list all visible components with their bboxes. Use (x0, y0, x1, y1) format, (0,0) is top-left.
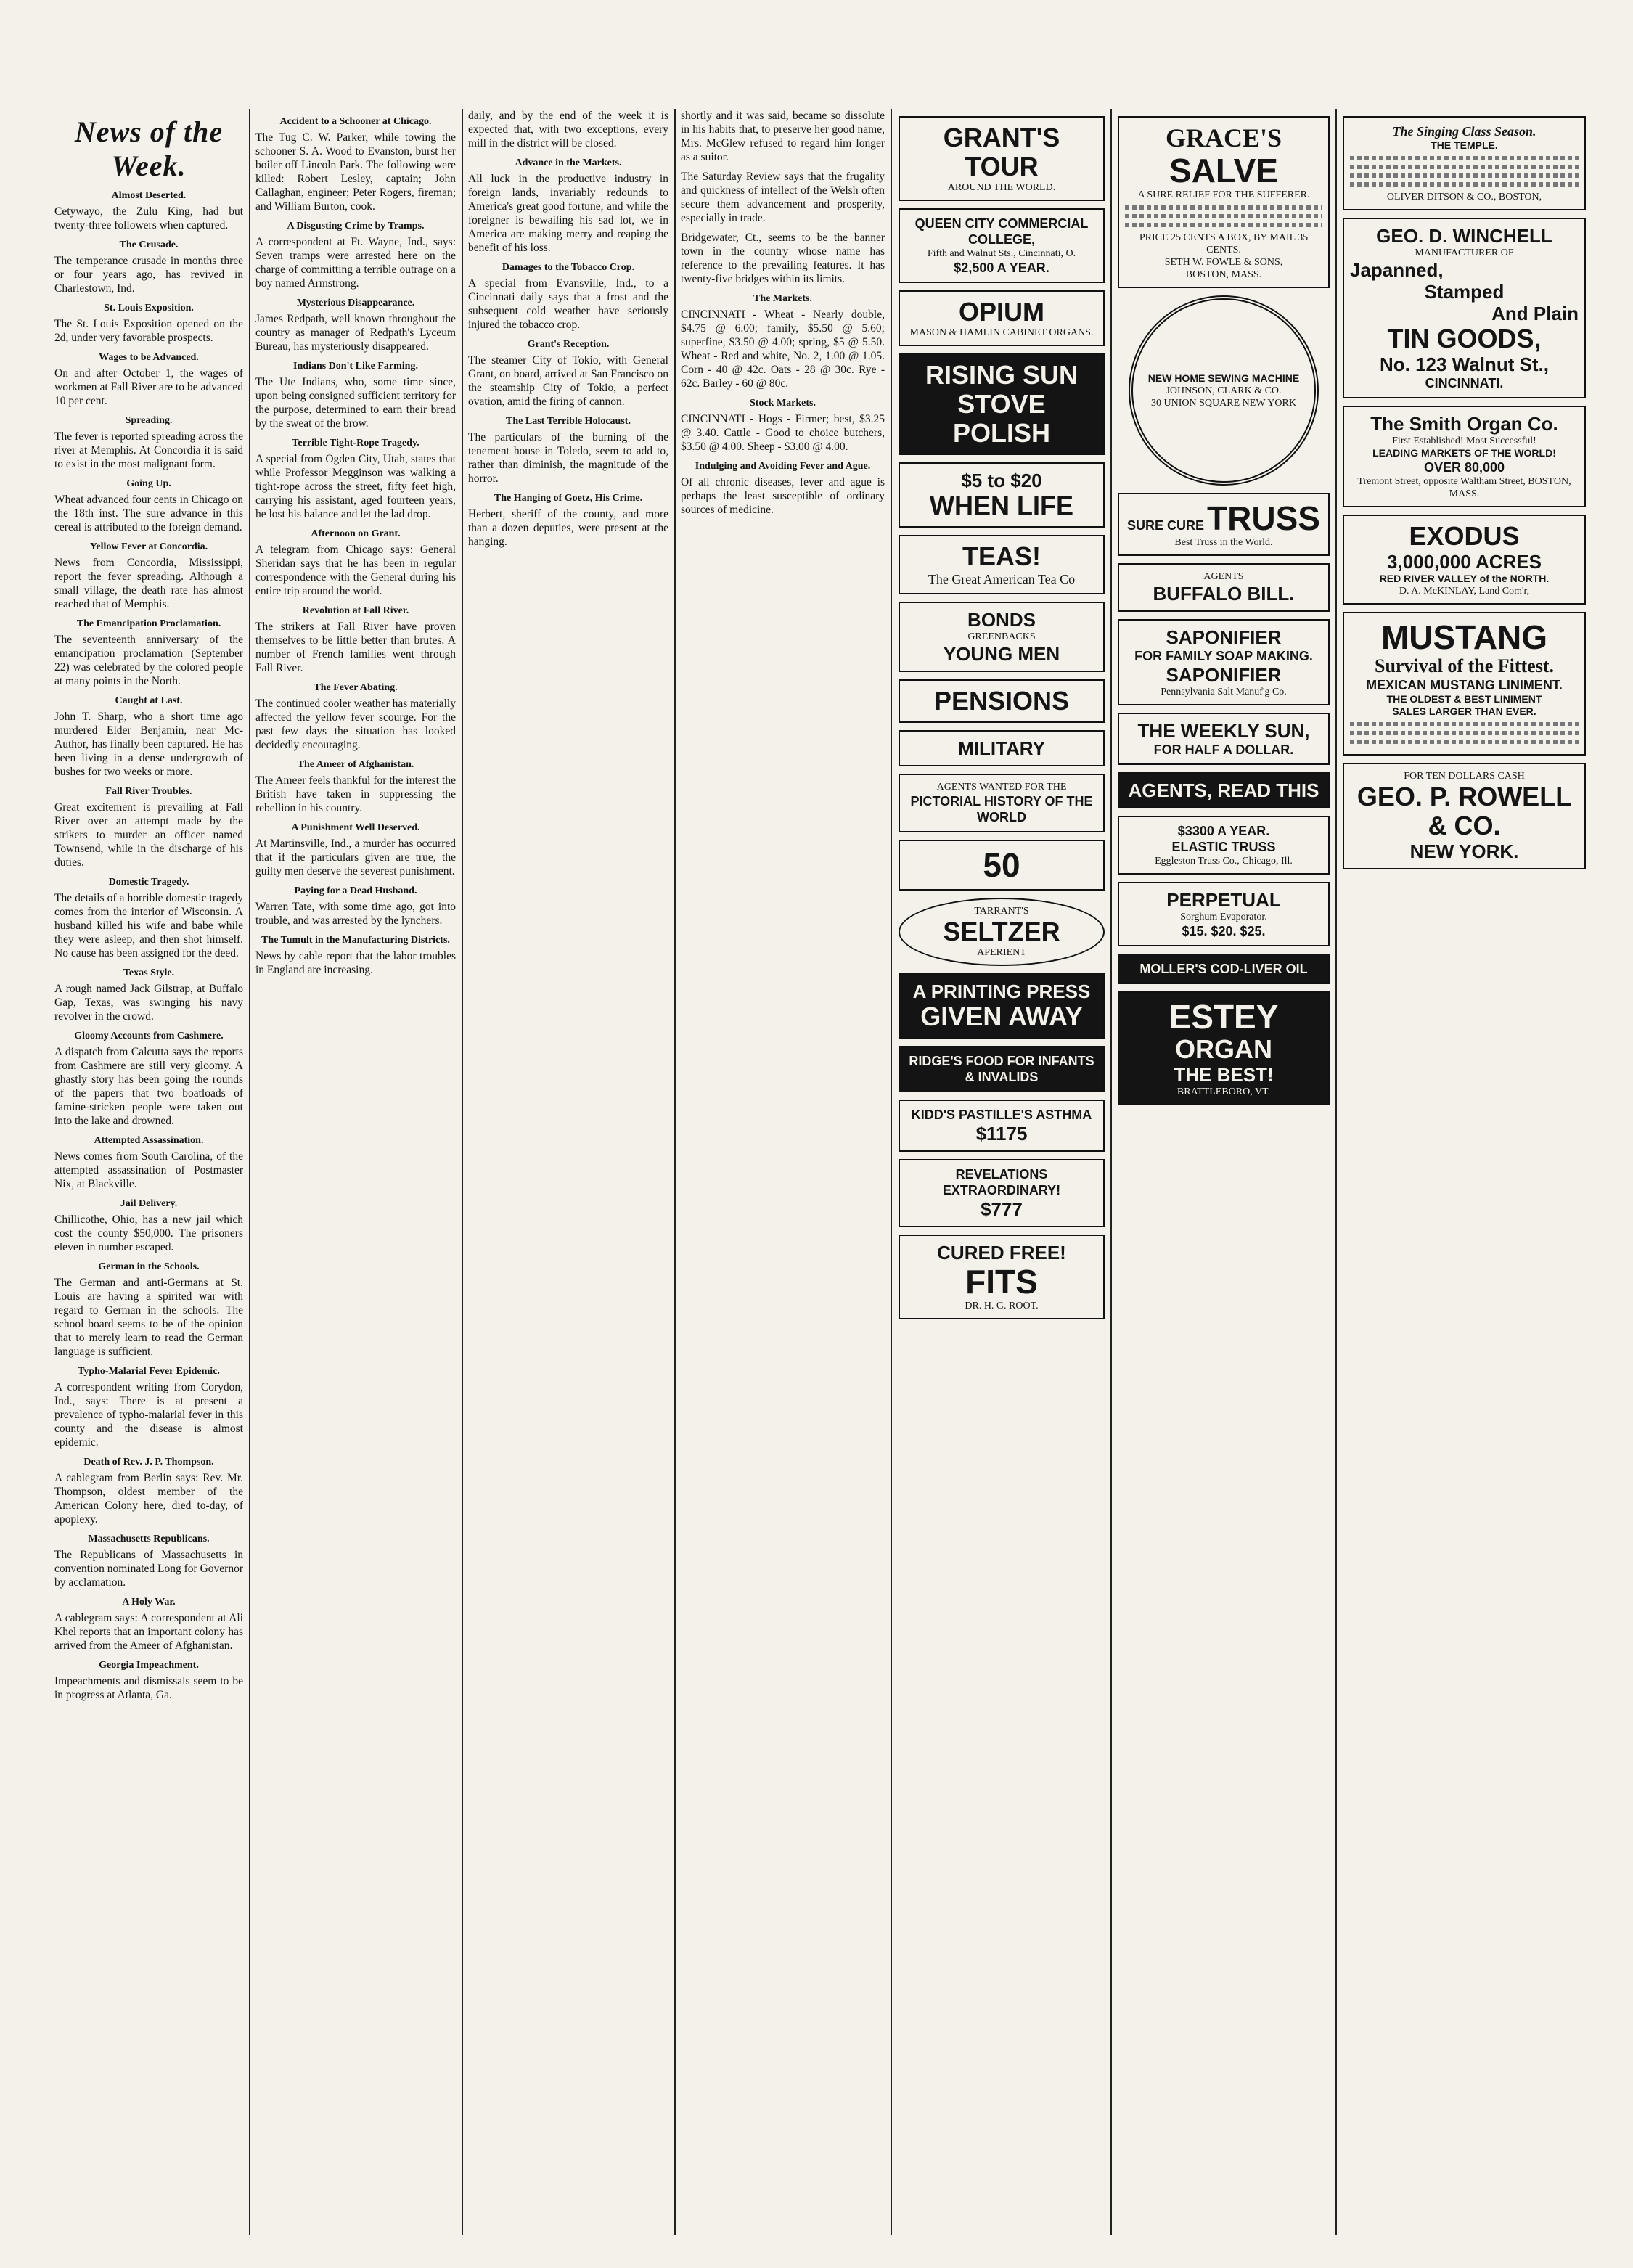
rowell-name: GEO. P. ROWELL & CO. (1356, 782, 1572, 840)
seltzer-ad (899, 898, 1105, 966)
wanted-amount: $2,500 A YEAR. (954, 261, 1049, 275)
article-heading: Massachusetts Republicans. (88, 1534, 210, 1544)
article-heading: Going Up. (126, 478, 171, 489)
fowle-name: SETH W. FOWLE & SONS, (1164, 257, 1283, 268)
agents-read-title: AGENTS, READ THIS (1128, 779, 1319, 801)
buffalo-bill-title: BUFFALO BILL. (1153, 583, 1295, 605)
moller-ad (1118, 954, 1330, 984)
manufacturer-label: MANUFACTURER OF (1415, 247, 1514, 258)
column-rule (1335, 109, 1337, 2235)
young-men-title: YOUNG MEN (943, 643, 1060, 665)
leading-markets: LEADING MARKETS OF THE WORLD! (1372, 447, 1556, 459)
sorghum-label: Sorghum Evaporator. (1180, 912, 1267, 922)
stove-polish-title: STOVE POLISH (952, 389, 1050, 448)
article-text: A correspondent writing from Corydon, Ind., says: There is at present a prevalence of typho-malarial fever in this county and the disease is almost epidemic. (54, 1381, 243, 1449)
pictorial-title: PICTORIAL HISTORY OF THE WORLD (910, 794, 1093, 824)
article-text: A dispatch from Calcutta says the reports from Cashmere are still very gloomy. A ghastly story has been going the rounds of the papers that two boatloads of famine-stricken people were taken out into the lake and drowned. (54, 1046, 243, 1127)
organ-title: ORGAN (1175, 1034, 1272, 1064)
column-rule (462, 109, 463, 2235)
article-text: A telegram from Chicago says: General Sheridan says that he has been in regular correspondence with the General during his entire trip around the world. (255, 544, 456, 597)
winchell-name: GEO. D. WINCHELL (1376, 225, 1552, 247)
article-heading: The Markets. (753, 293, 812, 304)
queen-city-ad (899, 208, 1105, 283)
mustang-ad (1343, 612, 1586, 756)
article-heading: Afternoon on Grant. (311, 528, 401, 539)
article-text: The German and anti-Germans at St. Louis are having a spirited war with regard to German in the schools. The school board seems to be of the opinion that to merely learn to read the German language is sufficient. (54, 1277, 243, 1358)
pensions-title: PENSIONS (933, 686, 1070, 716)
red-river-title: RED RIVER VALLEY of the NORTH. (1379, 573, 1550, 584)
price-range-ad (899, 462, 1105, 528)
article-text: The continued cooler weather has materially affected the yellow fever scourge. For the past few days the situation has looked decidedly encouraging. (255, 697, 456, 751)
article-text: A special from Ogden City, Utah, states that while Professor Megginson was walking a tight-rope across the street, fifty feet high, carrying his assistant, aged fourteen years, he lost his balance and let the lad drop. (255, 453, 456, 520)
first-established: First Established! Most Successful! (1392, 435, 1536, 446)
kidd-ad (899, 1100, 1105, 1152)
new-home-addr: 30 UNION SQUARE NEW YORK (1151, 397, 1296, 409)
and-plain-label: And Plain (1491, 303, 1579, 324)
article-text: The particulars of the burning of the tenement house in Toledo, seem to add to, rather than diminish, the magnitude of the horror. (468, 431, 668, 485)
article-text: Great excitement is prevailing at Fall River over an attempt made by the strikers to murder an officer named Townsend, while in the discharge of his duties. (54, 801, 243, 869)
rowell-ad (1343, 763, 1586, 869)
bonds-title: BONDS (967, 609, 1036, 631)
estey-title: ESTEY (1169, 998, 1279, 1036)
graces-salve-ad (1118, 116, 1330, 288)
fifty-title: 50 (983, 846, 1020, 884)
teas-title: TEAS! (962, 541, 1041, 571)
truss-title: TRUSS (1207, 499, 1320, 537)
article-heading: Caught at Last. (115, 695, 183, 706)
article-heading: The Last Terrible Holocaust. (506, 416, 631, 427)
saponifier-sub: FOR FAMILY SOAP MAKING. (1134, 649, 1313, 663)
singing-class-title: The Singing Class Season. (1392, 124, 1536, 139)
pictorial-ad (899, 774, 1105, 832)
brattleboro: BRATTLEBORO, VT. (1176, 1086, 1271, 1097)
exodus-title: EXODUS (1409, 521, 1520, 551)
article-text: The St. Louis Exposition opened on the 2d, under very favorable prospects. (54, 318, 243, 344)
article-text: The temperance crusade in months three or four years ago, has revived in Charlestown, Ind. (54, 255, 243, 295)
article-text: All luck in the productive industry in foreign lands, invariably redounds to America's great good fortune, and while the foreigner is bewailing his sad lot, we in America are making merry and reaping the benefit of his loss. (468, 173, 668, 254)
sorghum-prices: $15. $20. $25. (1182, 924, 1266, 938)
article-text: News by cable report that the labor troubles in England are increasing. (255, 950, 456, 976)
exodus-ad (1343, 515, 1586, 605)
eggleston-name: Eggleston Truss Co., Chicago, Ill. (1155, 856, 1293, 867)
grants-tour-ad (899, 116, 1105, 201)
opium-ad (899, 290, 1105, 346)
article-text: daily, and by the end of the week it is expected that, with two exceptions, every mill in the district will be closed. (468, 110, 668, 150)
queen-city-title: QUEEN CITY COMMERCIAL COLLEGE, (914, 216, 1089, 247)
pensions-ad (899, 679, 1105, 723)
greenbacks-title: GREENBACKS (967, 631, 1036, 642)
article-heading: Accident to a Schooner at Chicago. (279, 116, 432, 127)
article-text: Cetywayo, the Zulu King, had but twenty-three followers when captured. (54, 205, 243, 232)
penn-salt: Pennsylvania Salt Manuf'g Co. (1161, 687, 1287, 697)
amount-777: $777 (981, 1198, 1023, 1220)
grants-tour-sub: AROUND THE WORLD. (947, 182, 1056, 193)
given-away-title: GIVEN AWAY (920, 1002, 1083, 1031)
article-heading: Almost Deserted. (111, 190, 187, 201)
article-text: shortly and it was said, became so dissolute in his habits that, to preserve her good name, Mrs. McGlew refused to regard him longer as a suitor. (681, 110, 885, 163)
stamped-label: Stamped (1424, 281, 1505, 303)
teas-ad (899, 535, 1105, 594)
article-text: The fever is reported spreading across the river at Memphis. At Concordia it is said to exist in the most malignant form. (54, 430, 243, 470)
price-range: $5 to $20 (961, 470, 1042, 491)
article-heading: Stock Markets. (750, 398, 816, 409)
article-text: The Ameer feels thankful for the interest the British have taken in suppressing the rebellion in his country. (255, 774, 456, 814)
article-text: A correspondent at Ft. Wayne, Ind., says: Seven tramps were arrested here on the charge of committing a terrible outrage on a boy named Armstrong. (255, 236, 456, 290)
printing-press-ad (899, 973, 1105, 1039)
acres-title: 3,000,000 ACRES (1387, 551, 1542, 573)
perpetual-ad (1118, 882, 1330, 946)
column-rule (249, 109, 250, 2235)
column-news-of-the-week (54, 109, 243, 2235)
article-text: Bridgewater, Ct., seems to be the banner town in the country whose name has reference to the prevailing features. It has twenty-five bridges within its limits. (681, 232, 885, 285)
article-heading: Death of Rev. J. P. Thompson. (83, 1457, 214, 1467)
root-name: DR. H. G. ROOT. (965, 1301, 1039, 1311)
sure-cure-label: SURE CURE (1127, 518, 1205, 533)
elastic-truss-ad (1118, 816, 1330, 875)
article-heading: St. Louis Exposition. (104, 303, 194, 314)
rowell-city: NEW YORK. (1409, 840, 1519, 862)
masthead: News of the Week. (74, 115, 224, 182)
cured-title: CURED FREE! (937, 1242, 1066, 1264)
article-heading: Jail Delivery. (120, 1198, 178, 1209)
oldest-title: THE OLDEST & BEST LINIMENT (1386, 693, 1542, 705)
liniment-title: MEXICAN MUSTANG LINIMENT. (1366, 678, 1563, 692)
opium-title: OPIUM (958, 297, 1044, 327)
article-heading: Domestic Tragedy. (108, 877, 189, 888)
article-text: The Republicans of Massachusetts in convention nominated Long for Governor by acclamation. (54, 1549, 243, 1589)
article-text: The details of a horrible domestic tragedy comes from the interior of Wisconsin. A husband killed his wife and babe while they were asleep, and then shot himself. No cause has been assigned for the deed. (54, 892, 243, 959)
article-text: CINCINNATI - Wheat - Nearly double, $4.75 @ 6.00; family, $5.50 @ 5.60; superfine, $3.50 @ 4.00; spring, $5 @ 5.50. Wheat - Red and white, No. 2, 1.00 @ 1.05. Corn - 40 @ 42c. Oats - 28 @ 30c. Rye - 62c. Barley - 60 @ 80c. (681, 308, 885, 390)
price-3300: $3300 A YEAR. (1177, 824, 1270, 838)
salve-title: SALVE (1169, 152, 1278, 189)
column-rule (891, 109, 892, 2235)
smith-organ-ad (1343, 406, 1586, 507)
moller-title: MOLLER'S COD-LIVER OIL (1139, 962, 1308, 976)
saponifier-ad (1118, 619, 1330, 705)
bonds-ad (899, 602, 1105, 672)
ridges-food-ad (899, 1046, 1105, 1092)
survival-title: Survival of the Fittest. (1375, 655, 1554, 676)
japanned-label: Japanned, (1350, 259, 1444, 281)
article-heading: Indulging and Avoiding Fever and Ague. (695, 461, 871, 472)
column-news-2 (255, 109, 456, 2235)
mason-hamlin-title: MASON & HAMLIN CABINET ORGANS. (909, 327, 1094, 338)
article-text: Impeachments and dismissals seem to be in progress at Atlanta, Ga. (54, 1675, 243, 1701)
article-heading: Texas Style. (123, 967, 175, 978)
winchell-ad (1343, 218, 1586, 398)
article-text: Of all chronic diseases, fever and ague is perhaps the least susceptible of ordinary sources of medicine. (681, 476, 885, 516)
article-heading: The Ameer of Afghanistan. (297, 759, 414, 770)
article-heading: Attempted Assassination. (94, 1135, 204, 1146)
article-text: News comes from South Carolina, of the attempted assassination of Postmaster Nix, at Blackville. (54, 1150, 243, 1190)
article-heading: Spreading. (125, 415, 173, 426)
article-text: The Saturday Review says that the frugality and quickness of intellect of the Welsh often secure them advancement and prosperity, especially in trade. (681, 171, 885, 224)
article-text: A rough named Jack Gilstrap, at Buffalo Gap, Texas, was swinging his navy revolver in the crowd. (54, 983, 243, 1023)
article-text: At Martinsville, Ind., a murder has occurred that if the particulars given are true, the guilty men deserve the severest punishment. (255, 838, 456, 877)
kidd-title: KIDD'S PASTILLE'S ASTHMA (911, 1108, 1092, 1122)
truss-sub: Best Truss in the World. (1174, 537, 1273, 548)
revelations-ad (899, 1159, 1105, 1227)
salve-price: PRICE 25 CENTS A BOX, BY MAIL 35 CENTS. (1139, 232, 1309, 255)
new-home-title: NEW HOME SEWING MACHINE (1147, 372, 1300, 384)
article-heading: A Disgusting Crime by Tramps. (287, 221, 425, 232)
perpetual-title: PERPETUAL (1166, 889, 1281, 911)
article-heading: The Tumult in the Manufacturing Districts. (261, 935, 450, 946)
article-heading: Wages to be Advanced. (99, 352, 199, 363)
buffalo-bill-ad (1118, 563, 1330, 612)
oliver-ditson: OLIVER DITSON & CO., BOSTON, (1386, 192, 1542, 202)
article-heading: A Punishment Well Deserved. (291, 822, 420, 833)
article-text: News from Concordia, Mississippi, report the fever spreading. Although a small village, the death rate has almost reached that of Memphis. (54, 557, 243, 610)
queen-city-addr: Fifth and Walnut Sts., Cincinnati, O. (927, 248, 1076, 259)
article-heading: Typho-Malarial Fever Epidemic. (78, 1366, 220, 1377)
article-text: The Tug C. W. Parker, while towing the schooner S. A. Wood to Evanston, burst her boiler off Lincoln Park. The following were killed: Robert Lesley, captain; John Callaghan, engineer; Peter Rogers, fireman; and William Burton, cook. (255, 131, 456, 213)
weekly-sun-ad (1118, 713, 1330, 765)
article-text: The steamer City of Tokio, with General Grant, on board, arrived at San Francisco on the steamship City of Tokio, a perfect ovation, amid the firing of cannon. (468, 354, 668, 408)
fits-ad (899, 1235, 1105, 1319)
column-ads-2 (1118, 109, 1330, 2235)
article-text: Warren Tate, with some time ago, got into trouble, and was arrested by the lynchers. (255, 901, 456, 927)
tin-goods-label: TIN GOODS, (1387, 324, 1542, 353)
mustang-title: MUSTANG (1380, 618, 1548, 656)
article-text: CINCINNATI - Hogs - Firmer; best, $3.25 @ 3.40. Cattle - Good to choice butchers, $3.50 @ 4.00. Sheep - $3.00 @ 4.00. (681, 413, 885, 453)
fits-title: FITS (965, 1263, 1038, 1301)
column-rule (1110, 109, 1112, 2235)
article-heading: The Hanging of Goetz, His Crime. (494, 493, 643, 504)
graces-title: GRACE'S (1165, 123, 1282, 152)
salve-sub: A SURE RELIEF FOR THE SUFFERER. (1137, 189, 1310, 200)
article-heading: Paying for a Dead Husband. (294, 885, 417, 896)
article-text: James Redpath, well known throughout the country as manager of Redpath's Lyceum Bureau, has mysteriously disappeared. (255, 313, 456, 353)
article-heading: Yellow Fever at Concordia. (89, 541, 208, 552)
new-home-sub: JOHNSON, CLARK & CO. (1166, 385, 1282, 396)
military-ad (899, 730, 1105, 766)
column-news-4 (681, 109, 885, 2235)
article-heading: Mysterious Disappearance. (296, 298, 415, 308)
agents-wanted-label: AGENTS WANTED FOR THE (936, 782, 1067, 793)
article-heading: The Crusade. (119, 240, 179, 250)
saponifier-title: SAPONIFIER (1166, 626, 1282, 648)
article-heading: Revolution at Fall River. (302, 605, 409, 616)
fowle-addr: BOSTON, MASS. (1185, 269, 1262, 280)
article-text: A cablegram from Berlin says: Rev. Mr. Thompson, oldest member of the American Colony here, died to-day, of apoplexy. (54, 1472, 243, 1526)
column-news-3 (468, 109, 668, 2235)
seltzer-title: SELTZER (943, 917, 1060, 946)
article-heading: Terrible Tight-Rope Tragedy. (292, 438, 419, 449)
when-life-title: WHEN LIFE (930, 491, 1073, 520)
tarrants-label: TARRANT'S (974, 906, 1029, 917)
tremont-address: Tremont Street, opposite Waltham Street, BOSTON, MASS. (1357, 476, 1571, 499)
article-text: A special from Evansville, Ind., to a Cincinnati daily says that a frost and the subsequent cold weather have seriously injured the tobacco crop. (468, 277, 668, 331)
article-text: Herbert, sheriff of the county, and more than a dozen deputies, were present at the hanging. (468, 508, 668, 548)
rising-sun-ad (899, 353, 1105, 455)
singing-class-ad (1343, 116, 1586, 210)
buffalo-bill-top: AGENTS (1203, 571, 1244, 582)
saponifier-title-2: SAPONIFIER (1166, 664, 1282, 686)
article-text: A cablegram says: A correspondent at Ali Khel reports that an important colony has arrived from the Ameer of Afghanistan. (54, 1612, 243, 1652)
ridges-title: RIDGE'S FOOD FOR INFANTS & INVALIDS (909, 1054, 1094, 1084)
winchell-city: CINCINNATI. (1425, 376, 1504, 390)
weekly-sun-title: THE WEEKLY SUN, (1137, 720, 1310, 742)
temple-title: THE TEMPLE. (1431, 139, 1498, 151)
article-text: John T. Sharp, who a short time ago murdered Elder Benjamin, near Mc-Author, has finally been captured. He has been living in a dense undergrowth of bushes for two weeks or more. (54, 711, 243, 778)
over-80000: OVER 80,000 (1423, 460, 1505, 475)
column-ads-3 (1343, 109, 1586, 2235)
rowell-for: FOR TEN DOLLARS CASH (1404, 771, 1525, 782)
new-home-sewing-ad (1129, 295, 1319, 486)
rising-sun-title: RISING SUN (925, 360, 1079, 390)
article-heading: Damages to the Tobacco Crop. (502, 262, 635, 273)
winchell-address: No. 123 Walnut St., (1379, 353, 1550, 375)
article-text: The seventeenth anniversary of the emancipation proclamation (September 22) was celebrated by the colored people at many points in the North. (54, 634, 243, 687)
article-heading: Gloomy Accounts from Cashmere. (74, 1031, 224, 1041)
article-text: Chillicothe, Ohio, has a new jail which cost the county $50,000. The prisoners eleven in number escaped. (54, 1213, 243, 1253)
article-heading: Georgia Impeachment. (99, 1660, 199, 1671)
elastic-truss-title: ELASTIC TRUSS (1171, 840, 1276, 854)
column-ads-1 (899, 109, 1105, 2235)
article-heading: Fall River Troubles. (105, 786, 192, 797)
half-dollar-title: FOR HALF A DOLLAR. (1153, 742, 1294, 757)
article-text: Wheat advanced four cents in Chicago on the 18th inst. The sure advance in this cereal is attributed to the foreign demand. (54, 494, 243, 533)
article-text: The Ute Indians, who, some time since, upon being consigned sufficient territory for the purpose, determined to earn their bread by the sweat of the brow. (255, 376, 456, 430)
article-heading: Advance in the Markets. (515, 157, 622, 168)
printing-press-title: A PRINTING PRESS (912, 981, 1091, 1002)
truss-ad (1118, 493, 1330, 556)
estey-organ-ad (1118, 991, 1330, 1105)
fifty-ad (899, 840, 1105, 891)
amount-1175: $1175 (975, 1123, 1028, 1145)
article-text: On and after October 1, the wages of workmen at Fall River are to be advanced 10 per cent. (54, 367, 243, 407)
great-american-title: The Great American Tea Co (928, 572, 1076, 586)
column-rule (674, 109, 676, 2235)
estey-sub: THE BEST! (1174, 1064, 1274, 1086)
article-heading: The Emancipation Proclamation. (76, 618, 221, 629)
grants-tour-title: GRANT'S TOUR (943, 123, 1060, 181)
sales-title: SALES LARGER THAN EVER. (1392, 705, 1536, 717)
article-heading: German in the Schools. (98, 1261, 200, 1272)
article-heading: The Fever Abating. (314, 682, 398, 693)
military-title: MILITARY (958, 737, 1045, 759)
article-heading: Indians Don't Like Farming. (293, 361, 418, 372)
article-heading: A Holy War. (122, 1597, 176, 1608)
mckinlay-name: D. A. McKINLAY, Land Com'r, (1399, 586, 1530, 597)
revelations-title: REVELATIONS EXTRAORDINARY! (942, 1167, 1061, 1198)
aperient-label: APERIENT (977, 947, 1026, 958)
agents-read-ad (1118, 772, 1330, 808)
smith-organ-title: The Smith Organ Co. (1370, 413, 1558, 435)
article-text: The strikers at Fall River have proven themselves to be little better than brutes. A number of French families went through Fall River. (255, 621, 456, 674)
article-heading: Grant's Reception. (527, 339, 610, 350)
